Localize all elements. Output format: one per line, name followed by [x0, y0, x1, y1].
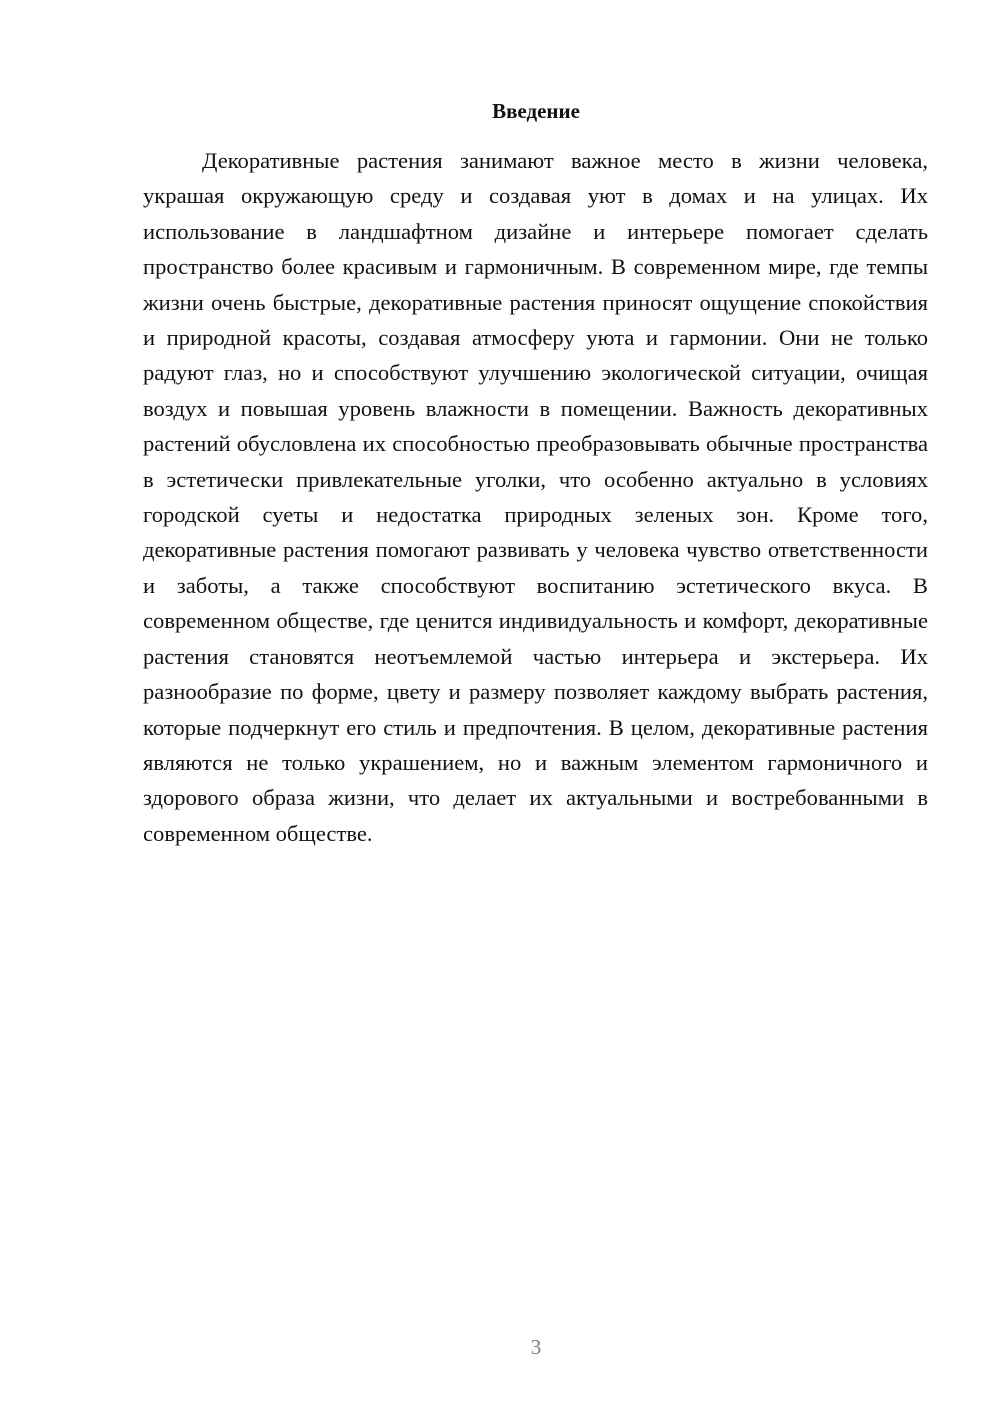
section-heading: Введение [492, 99, 580, 123]
page-number: 3 [530, 1335, 542, 1359]
body-paragraph: Декоративные растения занимают важное место в жизни человека, украшая окружающую среду и создавая уют в домах и на улицах. Их использование в ландшафтном дизайне и интерьере помогает сделать пространство более красивым и гармоничным. В современном мире, где темпы жизни очень быстрые, декоративные растения приносят ощущение спокойствия и природной красоты, создавая атмосферу уюта и гармонии. Они не только радуют глаз, но и способствуют улучшению экологической ситуации, очищая воздух и повышая уровень влажности в помещении. Важность декоративных растений обусловлена их способностью преобразовывать обычные пространства в эстетически привлекательные уголки, что особенно актуально в условиях городской суеты и недостатка природных зеленых зон. Кроме того, декоративные растения помогают развивать у человека чувство ответственности и заботы, а также способствуют воспитанию эстетического вкуса. В современном обществе, где ценится индивидуальность и комфорт, декоративные растения становятся неотъемлемой частью интерьера и экстерьера. Их разнообразие по форме, цвету и размеру позволяет каждому выбрать растения, которые подчеркнут его стиль и предпочтения. В целом, декоративные растения являются не только украшением, но и важным элементом гармоничного и здорового образа жизни, что делает их актуальными и востребованными в современном обществе. [143, 148, 928, 846]
